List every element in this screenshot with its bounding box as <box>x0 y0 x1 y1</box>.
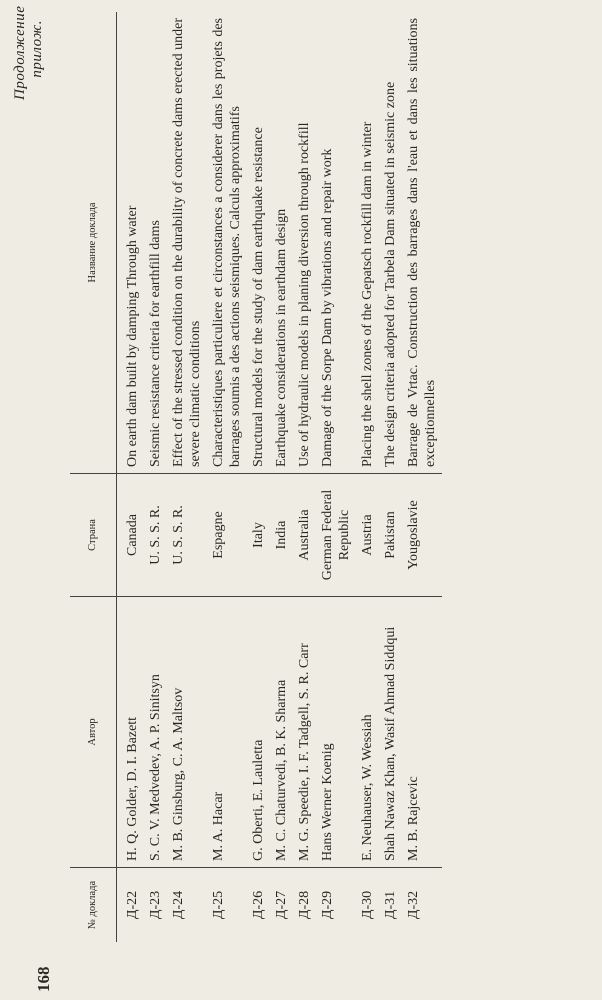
author-cell: M. G. Speedie, I. F. Tadgell, S. R. Carr <box>293 597 316 868</box>
author-cell: H. Q. Golder, D. I. Bazett <box>121 597 144 868</box>
report-number-cell: Д-24 <box>167 868 207 943</box>
table-row <box>356 12 379 942</box>
report-title-cell: On earth dam built by damping Through water <box>125 205 140 467</box>
report-title-cell: Placing the shell zones of the Gepatsch rockfill dam in winter <box>360 121 375 467</box>
header-country: Страна <box>70 474 117 597</box>
author-cell: M. A. Hacar <box>207 597 247 868</box>
table-row <box>379 12 402 942</box>
table-row <box>207 12 247 942</box>
country-cell: Australia <box>293 474 316 597</box>
country-cell: German Federal Republic <box>316 474 356 597</box>
report-number-cell: Д-32 <box>402 868 442 943</box>
header-author: Автор <box>70 597 117 868</box>
report-number-cell: Д-30 <box>356 868 379 943</box>
report-number-cell: Д-27 <box>270 868 293 943</box>
author-cell: Hans Werner Koenig <box>316 597 356 868</box>
report-number-cell: Д-22 <box>121 868 144 943</box>
table-row <box>144 12 167 942</box>
table-row <box>293 12 316 942</box>
table-body <box>117 12 443 942</box>
author-cell: M. B. Rajcevic <box>402 597 442 868</box>
author-cell: G. Oberti, E. Lauletta <box>247 597 270 868</box>
table-row <box>316 12 356 942</box>
table-row <box>270 12 293 942</box>
country-cell: Espagne <box>207 474 247 597</box>
report-number-cell: Д-23 <box>144 868 167 943</box>
report-title-cell: Use of hydraulic models in planing diversion through rockfill <box>297 122 312 467</box>
country-cell: Austria <box>356 474 379 597</box>
page-heading: Продолжение прилож. <box>12 5 45 100</box>
table-row <box>402 12 442 942</box>
author-cell: M. C. Chaturvedi, B. K. Sharma <box>270 597 293 868</box>
country-cell: Canada <box>121 474 144 597</box>
report-title-cell: Characteristiques particuliere et circonstances a considerer dans les projets des barrages soumis a des actions seismiques. Calculs approximatifs <box>211 18 243 467</box>
country-cell: Yougoslavie <box>402 474 442 597</box>
report-title-cell: Earthquake considerations in earthdam design <box>274 208 289 467</box>
header-row <box>70 12 117 942</box>
author-cell: S. C. V. Medvedev, A. P. Sinitsyn <box>144 597 167 868</box>
report-number-cell: Д-28 <box>293 868 316 943</box>
header-report-title: Название доклада <box>70 12 117 474</box>
country-cell: India <box>270 474 293 597</box>
report-title-cell: Barrage de Vrtac. Construction des barrages dans l'eau et dans les situations exceptionnelles <box>406 18 438 467</box>
report-title-cell: Effect of the stressed condition on the durability of concrete dams erected under severe climatic conditions <box>171 18 203 467</box>
table-row <box>121 12 144 942</box>
author-cell: Shah Nawaz Khan, Wasif Ahmad Siddqui <box>379 597 402 868</box>
report-number-cell: Д-25 <box>207 868 247 943</box>
author-cell: M. B. Ginsburg, C. A. Maltsov <box>167 597 207 868</box>
report-title-cell: Structural models for the study of dam earthquake resistance <box>251 127 266 467</box>
reports-table <box>70 12 442 942</box>
country-cell: U. S. S. R. <box>144 474 167 597</box>
country-cell: U. S. S. R. <box>167 474 207 597</box>
report-title-cell: The design criteria adopted for Tarbela Dam situated in seismic zone <box>383 81 398 467</box>
report-number-cell: Д-31 <box>379 868 402 943</box>
report-title-cell: Seismic resistance criteria for earthfill dams <box>148 220 163 467</box>
country-cell: Pakistan <box>379 474 402 597</box>
report-number-cell: Д-26 <box>247 868 270 943</box>
report-title-cell: Damage of the Sorpe Dam by vibrations and repair work <box>320 148 335 467</box>
country-cell: Italy <box>247 474 270 597</box>
table-row <box>247 12 270 942</box>
table-row <box>167 12 207 942</box>
header-report-number: № доклада <box>70 868 117 943</box>
report-number-cell: Д-29 <box>316 868 356 943</box>
page-number: 168 <box>34 966 53 992</box>
author-cell: E. Neuhauser, W. Wessiah <box>356 597 379 868</box>
